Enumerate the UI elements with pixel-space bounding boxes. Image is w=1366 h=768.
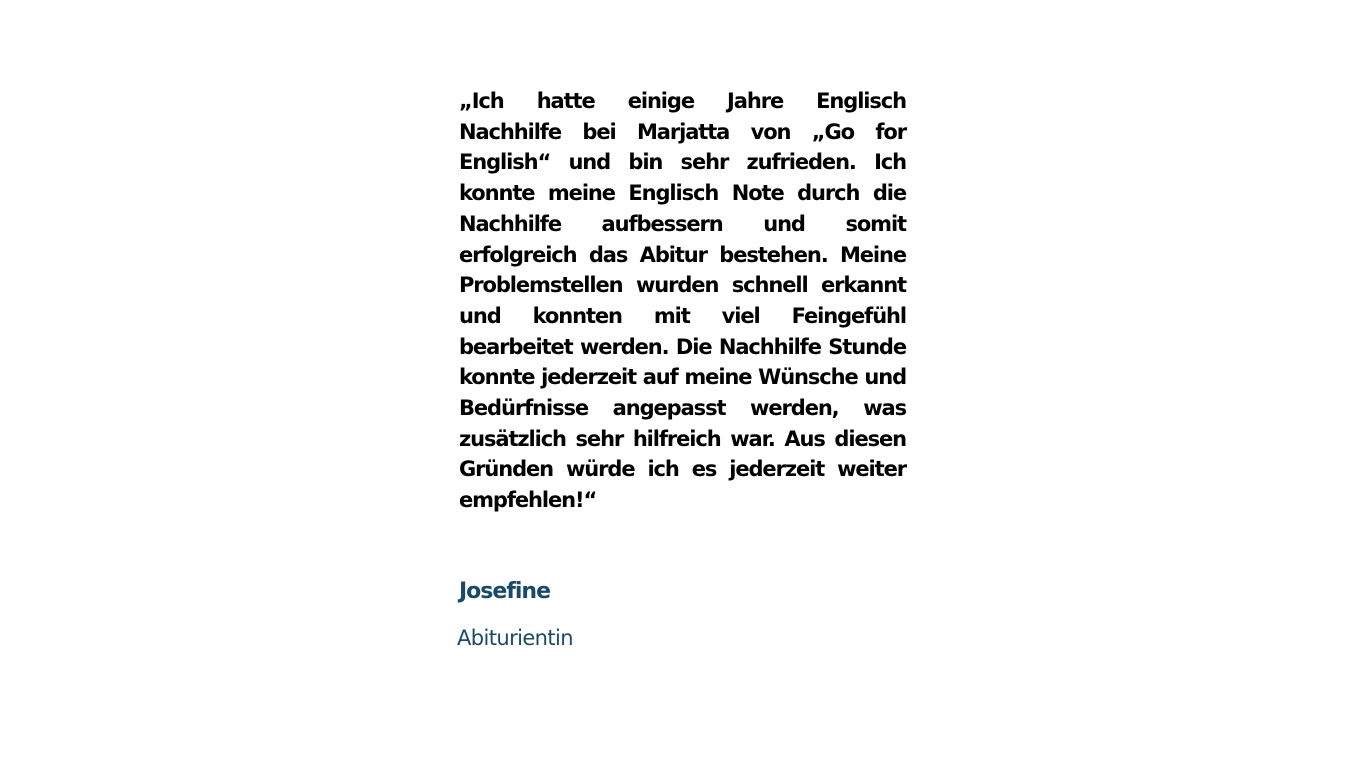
testimonial-block <box>459 86 906 516</box>
testimonial-author-role: Abiturientin <box>457 626 573 650</box>
testimonial-author-name: Josefine <box>459 579 551 604</box>
testimonial-quote: „Ich hatte einige Jahre Englisch Nachhilfe bei Marjatta von „Go for English“ und bin sehr zufrieden. Ich konnte meine Englisch Note durch die Nachhilfe aufbessern und somit erfolgreich das Abitur bestehen. Meine Problemstellen wurden schnell erkannt und konnten mit viel Feingefühl bearbeitet werden. Die Nachhilfe Stunde konnte jederzeit auf meine Wünsche und Bedürfnisse angepasst werden, was zusätzlich sehr hilfreich war. Aus diesen Gründen würde ich es jederzeit weiter empfehlen!“ <box>459 89 906 513</box>
